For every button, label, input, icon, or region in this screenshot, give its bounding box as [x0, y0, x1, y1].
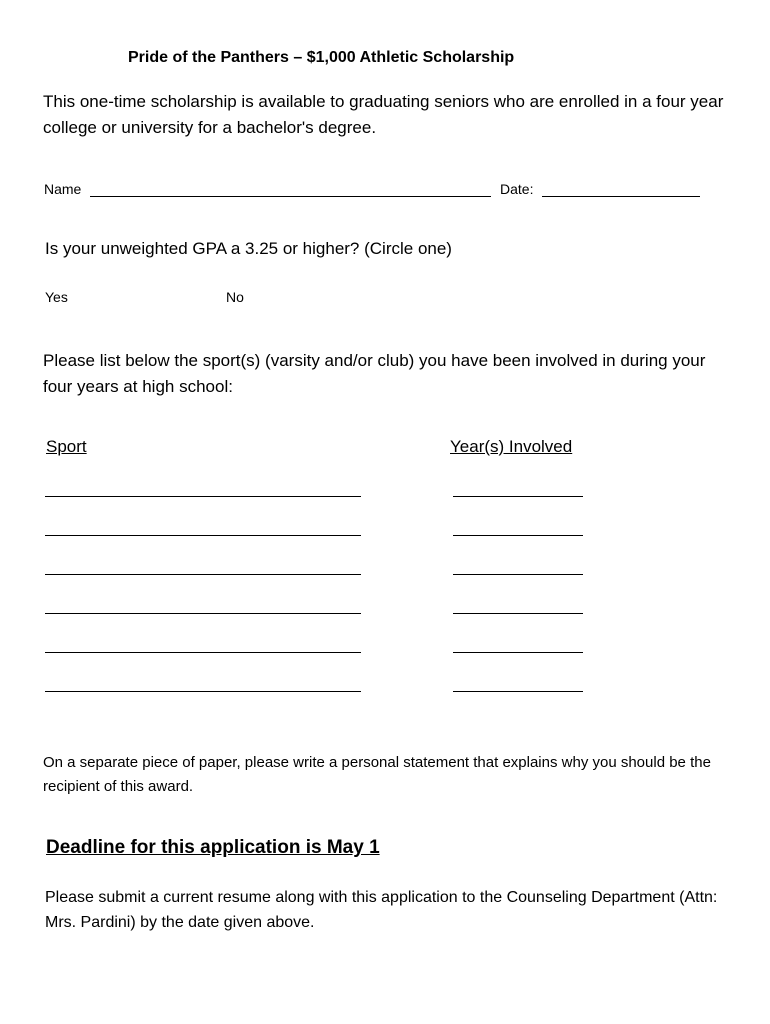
date-field[interactable]: [542, 196, 700, 197]
gpa-option-yes[interactable]: Yes: [45, 289, 68, 305]
submission-instructions: Please submit a current resume along with this application to the Counseling Department (Attn: Mrs. Pardini) by the date given above.: [45, 889, 718, 931]
sport-field[interactable]: [45, 613, 361, 614]
intro-paragraph: This one-time scholarship is available to graduating seniors who are enrolled in a four year college or university for a bachelor's degree.: [43, 92, 724, 137]
name-label: Name: [44, 181, 82, 197]
sport-field[interactable]: [45, 535, 361, 536]
years-field[interactable]: [453, 691, 583, 692]
years-field[interactable]: [453, 613, 583, 614]
years-field[interactable]: [453, 652, 583, 653]
sport-field[interactable]: [45, 691, 361, 692]
years-column-header: Year(s) Involved: [450, 437, 573, 456]
years-field[interactable]: [453, 496, 583, 497]
deadline-heading: Deadline for this application is May 1: [46, 837, 380, 858]
date-label: Date:: [500, 181, 534, 197]
sport-field[interactable]: [45, 496, 361, 497]
years-field[interactable]: [453, 574, 583, 575]
sports-instructions: Please list below the sport(s) (varsity and/or club) you have been involved in during your four years at high school:: [43, 351, 706, 396]
form-title: Pride of the Panthers – $1,000 Athletic Scholarship: [128, 49, 515, 66]
gpa-question: Is your unweighted GPA a 3.25 or higher? (Circle one): [45, 239, 452, 258]
statement-instructions: On a separate piece of paper, please write a personal statement that explains why you should be the recipient of this award.: [43, 754, 711, 795]
years-field[interactable]: [453, 535, 583, 536]
gpa-option-no[interactable]: No: [226, 289, 244, 305]
name-field[interactable]: [90, 196, 491, 197]
sport-field[interactable]: [45, 574, 361, 575]
sport-column-header: Sport: [46, 437, 87, 456]
sport-field[interactable]: [45, 652, 361, 653]
